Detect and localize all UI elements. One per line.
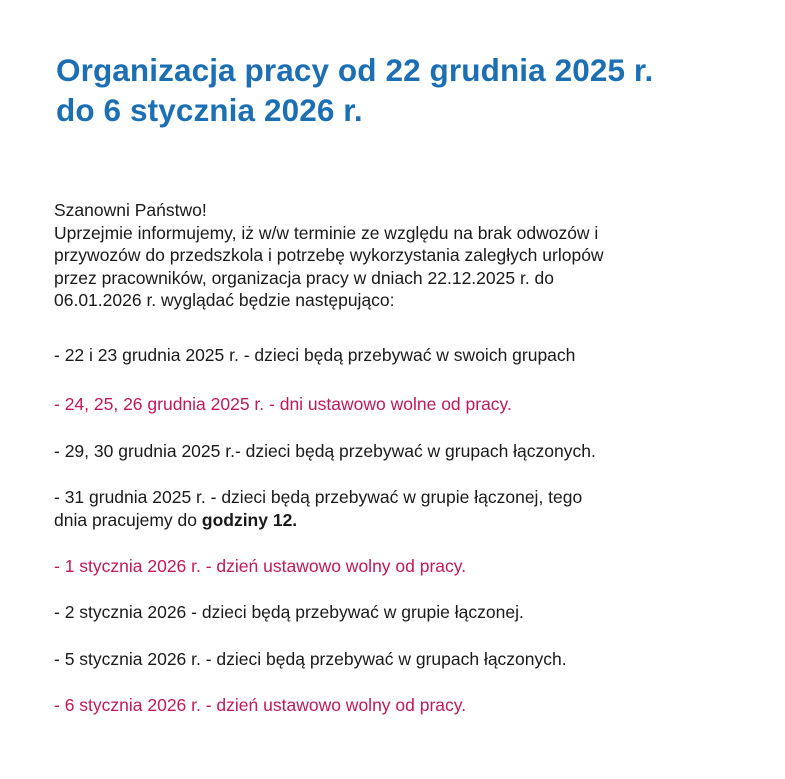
schedule-item-jan-2: - 2 stycznia 2026 - dzieci będą przebywać w grupie łączonej. [54,602,524,622]
schedule-item-dec-31-line-1: - 31 grudnia 2025 r. - dzieci będą przebywać w grupie łączonej, tego [54,487,583,507]
title-line-2: do 6 stycznia 2026 r. [56,92,363,128]
working-hours-end: godziny 12. [201,509,298,530]
working-hours-prefix: dnia pracujemy do [54,509,202,530]
intro-line-2: przywozów do przedszkola i potrzebę wykorzystania zaległych urlopów [54,245,604,265]
schedule-item-dec-29-30: - 29, 30 grudnia 2025 r.- dzieci będą przebywać w grupach łączonych. [54,441,596,461]
schedule-item-dec-22-23: - 22 i 23 grudnia 2025 r. - dzieci będą przebywać w swoich grupach [54,345,576,365]
intro-line-4: 06.01.2026 r. wyglądać będzie następująco: [54,290,395,310]
schedule-item-dec-31-line-2 [54,509,754,532]
schedule-item-dec-31 [54,486,754,531]
schedule-item-jan-1: - 1 stycznia 2026 r. - dzień ustawowo wolny od pracy. [54,556,467,576]
page-title [56,50,756,130]
schedule-item-jan-5: - 5 stycznia 2026 r. - dzieci będą przebywać w grupach łączonych. [54,649,567,669]
intro-paragraph [54,199,754,312]
intro-line-1: Uprzejmie informujemy, iż w/w terminie ze względu na brak odwozów i [54,222,599,243]
intro-line-3: przez pracowników, organizacja pracy w dniach 22.12.2025 r. do [54,267,555,288]
schedule-item-dec-24-26: - 24, 25, 26 grudnia 2025 r. - dni ustawowo wolne od pracy. [54,394,512,414]
title-line-1: Organizacja pracy od 22 grudnia 2025 r. [56,52,654,88]
greeting: Szanowni Państwo! [54,200,207,220]
schedule-item-jan-6: - 6 stycznia 2026 r. - dzień ustawowo wolny od pracy. [54,695,467,715]
